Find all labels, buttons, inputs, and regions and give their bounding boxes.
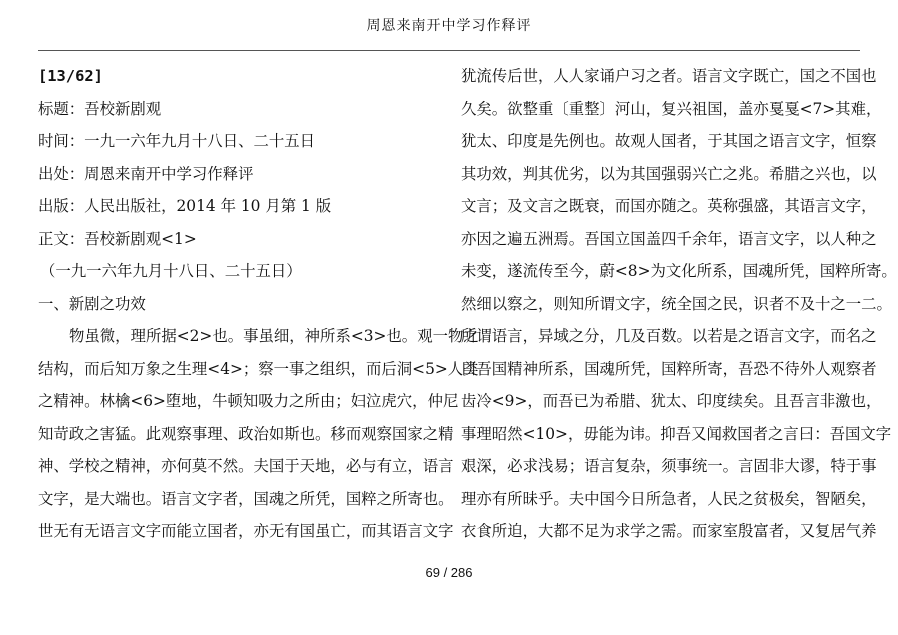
body-line: 久矣。欲整重〔重整〕河山，复兴祖国，盖亦戛戛<7>其难， xyxy=(461,99,882,118)
body-line: 文言；及文言之既衰，而国亦随之。英称强盛，其语言文字， xyxy=(461,197,877,215)
body-line: 未变，遂流传至今，蔚<8>为文化所系，国魂所凭，国粹所寄。 xyxy=(461,262,897,280)
body-line: 物虽微，理所据<2>也。事虽细，神所系<3>也。观一物之 xyxy=(69,327,479,345)
body-line: 理亦有所昧乎。夫中国今日所急者，人民之贫极矣，智陋矣， xyxy=(461,489,877,508)
body-line: 齿冷<9>，而吾已为希腊、犹太、印度续矣。且吾言非激也， xyxy=(461,392,882,410)
body-line: 艰深，必求浅易；语言复杂，须事统一。言固非大谬，特于事 xyxy=(461,457,877,475)
running-title: 周恩来南开中学习作释评 xyxy=(366,18,532,34)
body-line: 结构，而后知万象之生理<4>；察一事之组织，而后洞<5>人类 xyxy=(38,359,479,378)
date-subtitle: （一九一六年九月十八日、二十五日） xyxy=(40,262,302,280)
body-line: 文字，是大端也。语言文字者，国魂之所凭，国粹之所寄也。 xyxy=(38,489,454,508)
meta-body-title: 正文：吾校新剧观<1> xyxy=(38,229,197,248)
record-index: [13/62] xyxy=(38,67,103,85)
body-line: 其功效，判其优劣，以为其国强弱兴亡之兆。希腊之兴也，以 xyxy=(461,164,877,183)
body-line: 曰吾国精神所系，国魂所凭，国粹所寄，吾恐不待外人观察者 xyxy=(461,359,877,378)
left-column xyxy=(38,60,479,548)
body-line: 然细以察之，则知所谓文字，统全国之民，识者不及十之一二。 xyxy=(461,294,892,313)
body-line: 犹流传后世，人人家诵户习之者。语言文字既亡，国之不国也 xyxy=(461,67,877,85)
body-line: 事理昭然<10>，毋能为讳。抑吾又闻救国者之言曰：吾国文字 xyxy=(461,424,892,443)
right-column xyxy=(461,60,897,548)
body-line: 知苛政之害猛。此观察事理、政治如斯也。移而观察国家之精 xyxy=(38,424,454,443)
body-line: 神、学校之精神，亦何莫不然。夫国于天地，必与有立，语言 xyxy=(38,457,454,475)
section-heading: 一、新剧之功效 xyxy=(38,294,146,313)
body-line: 亦因之遍五洲焉。吾国立国盖四千余年，语言文字，以人种之 xyxy=(461,229,877,248)
header-divider xyxy=(38,50,860,51)
meta-date: 时间：一九一六年九月十八日、二十五日 xyxy=(38,132,316,150)
meta-publisher: 出版：人民出版社，2014 年 10 月第 1 版 xyxy=(38,197,332,215)
page-header xyxy=(0,0,898,52)
meta-title: 标题：吾校新剧观 xyxy=(38,99,162,118)
body-line: 世无有无语言文字而能立国者，亦无有国虽亡，而其语言文字 xyxy=(38,522,454,540)
page-number: 69 / 286 xyxy=(425,565,473,580)
body-line: 衣食所迫，大都不足为求学之需。而家室殷富者，又复居气养 xyxy=(461,522,877,540)
body-line: 之精神。林檎<6>堕地，牛顿知吸力之所由；妇泣虎穴，仲尼 xyxy=(38,392,459,410)
body-line: 犹太、印度是先例也。故观人国者，于其国之语言文字，恒察 xyxy=(461,132,877,150)
body-line: 所谓语言，异域之分，几及百数。以若是之语言文字，而名之 xyxy=(461,327,877,345)
meta-source: 出处：周恩来南开中学习作释评 xyxy=(38,164,254,183)
